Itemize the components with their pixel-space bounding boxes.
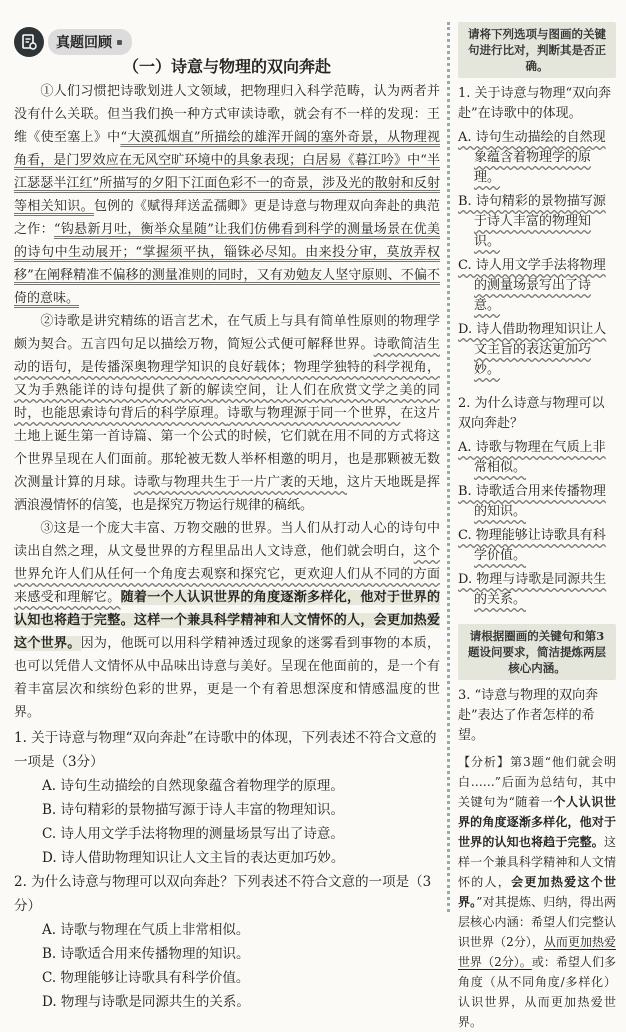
side-option: B. 诗句精彩的景物描写源于诗人丰富的物理知识。 — [458, 194, 606, 249]
column-divider — [447, 22, 450, 912]
side-option: D. 物理与诗歌是同源共生的关系。 — [458, 572, 607, 607]
option: D. 诗人借助物理知识让人文主旨的表达更加巧妙。 — [42, 850, 345, 866]
article-title: （一）诗意与物理的双向奔赴 — [122, 57, 331, 76]
side-option: C. 物理能够让诗歌具有科学价值。 — [458, 528, 606, 563]
paragraph-2: ②诗歌是讲究精练的语言艺术，在气质上与具有简单性原则的物理学颇为契合。五言四句足以描绘万物，简短公式便可解释世界。诗歌简洁生动的语句，是传播深奥物理学知识的良好载体；物理学独特的科学视角，又为手熟能详的诗句提供了新的解读空间，让人们在欣赏文学之美的同时，也能思索诗句背后的科学原理。诗歌与物理源于同一个世界，在这片土地上诞生第一首诗篇、第一个公式的时候，它们就在用不同的方式将这个世界呈现在人们面前。那轮被无数人举杯相邀的明月，也是那颗被无数次测量计算的月球。诗歌与物理共生于一片广袤的天地，这片天地既是挥洒浪漫情怀的信笺，也是探究万物运行规律的稿纸。 — [14, 314, 440, 513]
side-question-2: 2. 为什么诗意与物理可以双向奔赴？ — [458, 396, 605, 431]
option: D. 物理与诗歌是同源共生的关系。 — [42, 994, 250, 1010]
option: A. 诗句生动描绘的自然现象蕴含着物理学的原理。 — [42, 778, 344, 794]
question-stem: 2. 为什么诗意与物理可以双向奔赴？下列表述不符合文意的一项是（3分） — [14, 874, 432, 914]
side-question-1: 1. 关于诗意与物理“双向奔赴”在诗歌中的体现。 — [458, 86, 612, 121]
side-option: D. 诗人借助物理知识让人文主旨的表达更加巧妙。 — [458, 322, 607, 377]
question-2 — [14, 870, 440, 1014]
section-badge-label: 真题回顾 — [56, 35, 112, 51]
side-option: B. 诗歌适合用来传播物理的知识。 — [458, 484, 606, 519]
option: C. 诗人用文学手法将物理的测量场景写出了诗意。 — [42, 826, 344, 842]
main-column — [14, 50, 440, 1014]
option: C. 物理能够让诗歌具有科学价值。 — [42, 970, 250, 986]
option: B. 诗歌适合用来传播物理的知识。 — [42, 946, 250, 962]
analysis-text: 【分析】第3题“他们就会明白……”后面为总结句，其中关键句为“随着一个人认识世界的角度逐渐多样化，他对于世界的认知也将趋于完整。这样一个兼具科学精神和人文情怀的人，会更加热爱这个世界。”对其提炼、归纳，得出两层核心内涵：希望人们完整认识世界（2分），从而更加热爱世界（2分）。或：希望人们多角度（从不同角度/多样化）认识世界，从而更加热爱世界。 — [458, 755, 616, 1029]
question-1 — [14, 726, 440, 870]
side-option: A. 诗句生动描绘的自然现象蕴含着物理学的原理。 — [458, 130, 606, 185]
option: A. 诗歌与物理在气质上非常相似。 — [42, 922, 250, 938]
option: B. 诗句精彩的景物描写源于诗人丰富的物理知识。 — [42, 802, 345, 818]
side-option: A. 诗歌与物理在气质上非常相似。 — [458, 440, 606, 475]
side-note-1: 请将下列选项与图画的关键句进行比对，判断其是否正确。 — [458, 22, 616, 78]
question-stem: 1. 关于诗意与物理“双向奔赴”在诗歌中的体现，下列表述不符合文意的一项是（3分） — [14, 730, 437, 770]
paragraph-3: ③这是一个庞大丰富、万物交融的世界。当人们从打动人心的诗句中读出自然之理，从文曼世界的方程里品出人文诗意，他们就会明白，这个世界允许人们从任何一个角度去观察和探究它，更欢迎人们从不同的方面来感受和理解它。随着一个人认识世界的角度逐渐多样化，他对于世界的认知也将趋于完整。这样一个兼具科学精神和人文情怀的人，会更加热爱这个世界。因为，他既可以用科学精神透过现象的迷雾看到事物的本质，也可以凭借人文情怀从中品味出诗意与美好。呈现在他面前的，是一个有着丰富层次和缤纷色彩的世界，更是一个有着思想深度和情感温度的世界。 — [14, 521, 440, 720]
side-option: C. 诗人用文学手法将物理的测量场景写出了诗意。 — [458, 258, 606, 313]
side-column — [458, 22, 616, 1032]
side-question-3: 3. “诗意与物理的双向奔赴”表达了作者怎样的希望。 — [458, 688, 599, 743]
paragraph-1: ①人们习惯把诗歌划进人文领域，把物理归入科学范畴，认为两者并没有什么关联。但当我们换一种方式审读诗歌，就会有不一样的发现：王维《使至塞上》中“大漠孤烟直”所描绘的雄浑开阔的塞外奇景，从物理视角看，是门罗效应在无风空旷环境中的具象表现；白居易《暮江吟》中“半江瑟瑟半江红”所描写的夕阳下江面色彩不一的奇景，涉及光的散射和反射等相关知识。包例的《赋得拜送孟孺卿》更是诗意与物理双向奔赴的典范之作：“钩悬新月吐，衡举众星随”让我们仿佛看到科学的测量场景在优美的诗句中生动展开；“掌握须平执，锱铢必尽知。由来投分审，莫放弄权移”在阐释精准不偏移的测量准则的同时，又有劝勉友人坚守原则、不偏不倚的意味。 — [14, 84, 440, 306]
side-note-2: 请根据圈画的关键句和第3题设问要求，简洁提炼两层核心内涵。 — [458, 624, 616, 680]
